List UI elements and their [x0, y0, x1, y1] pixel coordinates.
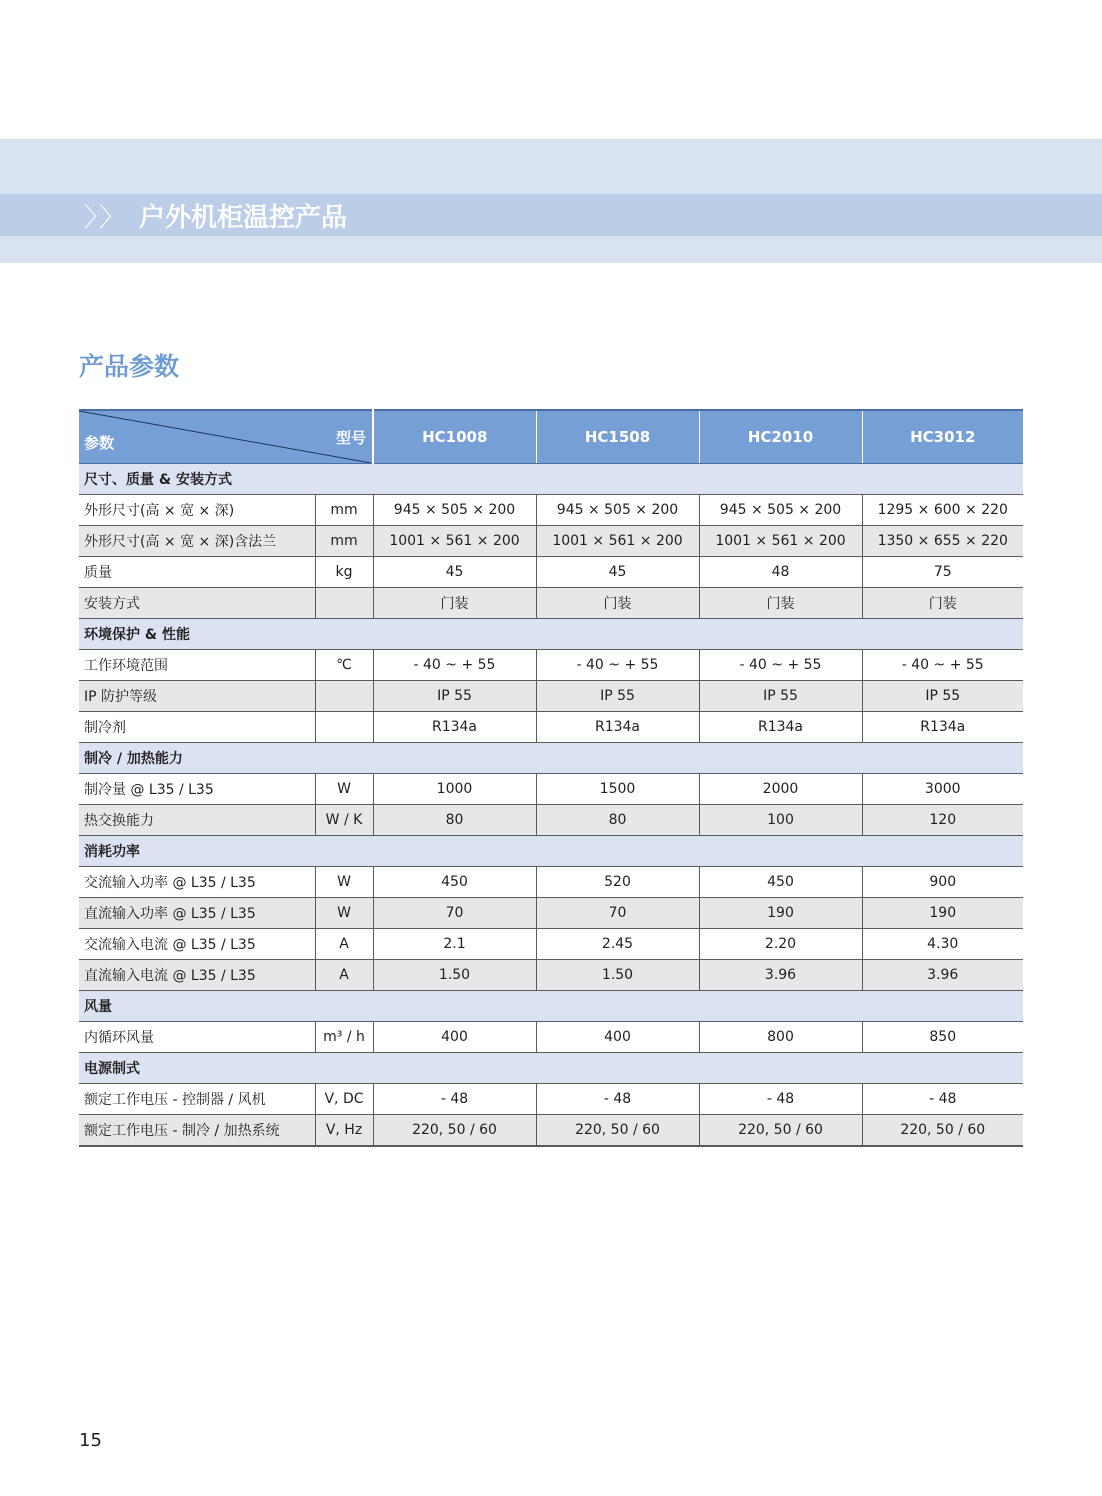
value-cell: 1295 × 600 × 220 [862, 495, 1023, 526]
section-title: 产品参数 [79, 352, 180, 381]
value-cell: 945 × 505 × 200 [373, 495, 536, 526]
param-name: 质量 [79, 557, 315, 588]
value-cell: - 48 [536, 1084, 699, 1115]
category-row [79, 619, 1023, 650]
value-cell: 1001 × 561 × 200 [373, 526, 536, 557]
table-row [79, 495, 1023, 526]
table-row [79, 526, 1023, 557]
value-cell: 120 [862, 805, 1023, 836]
value-cell: 945 × 505 × 200 [699, 495, 862, 526]
param-unit: W [315, 774, 373, 805]
page-number: 15 [79, 1430, 102, 1451]
header-model: HC1508 [536, 410, 699, 464]
value-cell: - 40 ~ + 55 [699, 650, 862, 681]
banner-title: 户外机柜温控产品 [139, 202, 348, 233]
param-name: 安装方式 [79, 588, 315, 619]
banner [0, 194, 1102, 236]
value-cell: 190 [862, 898, 1023, 929]
value-cell: 220, 50 / 60 [862, 1115, 1023, 1147]
value-cell: 945 × 505 × 200 [536, 495, 699, 526]
value-cell: - 48 [862, 1084, 1023, 1115]
param-unit: V, Hz [315, 1115, 373, 1147]
param-unit: A [315, 960, 373, 991]
value-cell: - 48 [699, 1084, 862, 1115]
value-cell: 190 [699, 898, 862, 929]
value-cell: 220, 50 / 60 [536, 1115, 699, 1147]
table-row [79, 650, 1023, 681]
table-row [79, 1084, 1023, 1115]
param-unit: V, DC [315, 1084, 373, 1115]
param-unit: mm [315, 526, 373, 557]
value-cell: 2000 [699, 774, 862, 805]
table-row [79, 898, 1023, 929]
value-cell: 520 [536, 867, 699, 898]
value-cell: 2.20 [699, 929, 862, 960]
value-cell: 70 [373, 898, 536, 929]
value-cell: 1.50 [373, 960, 536, 991]
value-cell: 800 [699, 1022, 862, 1053]
category-row [79, 1053, 1023, 1084]
value-cell: 400 [536, 1022, 699, 1053]
diagonal-divider [79, 411, 371, 463]
value-cell: 100 [699, 805, 862, 836]
param-unit [315, 712, 373, 743]
header-model: HC3012 [862, 410, 1023, 464]
table-row [79, 960, 1023, 991]
value-cell: IP 55 [699, 681, 862, 712]
param-name: 交流输入电流 @ L35 / L35 [79, 929, 315, 960]
value-cell: 2.1 [373, 929, 536, 960]
param-name: 工作环境范围 [79, 650, 315, 681]
param-unit: ℃ [315, 650, 373, 681]
param-name: 额定工作电压 - 控制器 / 风机 [79, 1084, 315, 1115]
banner-bottom-band [0, 236, 1102, 263]
value-cell: 2.45 [536, 929, 699, 960]
value-cell: 45 [373, 557, 536, 588]
value-cell: R134a [699, 712, 862, 743]
value-cell: - 40 ~ + 55 [862, 650, 1023, 681]
value-cell: - 48 [373, 1084, 536, 1115]
value-cell: R134a [862, 712, 1023, 743]
param-name: 制冷量 @ L35 / L35 [79, 774, 315, 805]
category-row [79, 991, 1023, 1022]
table-row [79, 588, 1023, 619]
category-label: 电源制式 [79, 1053, 1023, 1084]
category-row [79, 464, 1023, 495]
value-cell: 1350 × 655 × 220 [862, 526, 1023, 557]
table-row [79, 712, 1023, 743]
value-cell: IP 55 [862, 681, 1023, 712]
param-name: 制冷剂 [79, 712, 315, 743]
param-name: 直流输入功率 @ L35 / L35 [79, 898, 315, 929]
value-cell: 3.96 [699, 960, 862, 991]
category-label: 环境保护 & 性能 [79, 619, 1023, 650]
value-cell: 450 [373, 867, 536, 898]
value-cell: 450 [699, 867, 862, 898]
header-param-label: 参数 [84, 434, 115, 452]
header-corner-cell [79, 410, 373, 464]
header-model-label: 型号 [335, 429, 366, 447]
value-cell: 220, 50 / 60 [699, 1115, 862, 1147]
value-cell: 门装 [862, 588, 1023, 619]
value-cell: 80 [536, 805, 699, 836]
param-name: 内循环风量 [79, 1022, 315, 1053]
table-row [79, 557, 1023, 588]
category-label: 尺寸、质量 & 安装方式 [79, 464, 1023, 495]
param-name: 额定工作电压 - 制冷 / 加热系统 [79, 1115, 315, 1147]
value-cell: 1001 × 561 × 200 [699, 526, 862, 557]
header-model: HC1008 [373, 410, 536, 464]
param-unit: A [315, 929, 373, 960]
param-unit [315, 588, 373, 619]
table-row [79, 1022, 1023, 1053]
value-cell: 3.96 [862, 960, 1023, 991]
param-unit [315, 681, 373, 712]
param-unit: mm [315, 495, 373, 526]
category-label: 风量 [79, 991, 1023, 1022]
table-row [79, 929, 1023, 960]
category-label: 消耗功率 [79, 836, 1023, 867]
value-cell: 1.50 [536, 960, 699, 991]
value-cell: 1500 [536, 774, 699, 805]
table-row [79, 867, 1023, 898]
value-cell: 4.30 [862, 929, 1023, 960]
param-name: IP 防护等级 [79, 681, 315, 712]
header-model: HC2010 [699, 410, 862, 464]
param-unit: W [315, 898, 373, 929]
param-name: 直流输入电流 @ L35 / L35 [79, 960, 315, 991]
banner-top-band [0, 139, 1102, 194]
value-cell: R134a [536, 712, 699, 743]
value-cell: 220, 50 / 60 [373, 1115, 536, 1147]
value-cell: R134a [373, 712, 536, 743]
table-row [79, 774, 1023, 805]
table-row [79, 681, 1023, 712]
table-row [79, 805, 1023, 836]
table-row [79, 1115, 1023, 1147]
value-cell: 75 [862, 557, 1023, 588]
value-cell: 400 [373, 1022, 536, 1053]
spec-table [79, 409, 1023, 1147]
value-cell: 45 [536, 557, 699, 588]
param-unit: W / K [315, 805, 373, 836]
param-unit: m³ / h [315, 1022, 373, 1053]
table-header-row [79, 410, 1023, 464]
value-cell: 1001 × 561 × 200 [536, 526, 699, 557]
value-cell: 70 [536, 898, 699, 929]
value-cell: 门装 [373, 588, 536, 619]
param-name: 外形尺寸(高 × 宽 × 深) [79, 495, 315, 526]
value-cell: 900 [862, 867, 1023, 898]
value-cell: 门装 [536, 588, 699, 619]
value-cell: 48 [699, 557, 862, 588]
category-label: 制冷 / 加热能力 [79, 743, 1023, 774]
param-name: 热交换能力 [79, 805, 315, 836]
value-cell: 门装 [699, 588, 862, 619]
value-cell: 80 [373, 805, 536, 836]
param-name: 交流输入功率 @ L35 / L35 [79, 867, 315, 898]
param-unit: W [315, 867, 373, 898]
value-cell: 850 [862, 1022, 1023, 1053]
value-cell: IP 55 [536, 681, 699, 712]
chevron-right-icon: 〉〉 [84, 202, 128, 233]
param-unit: kg [315, 557, 373, 588]
value-cell: 1000 [373, 774, 536, 805]
category-row [79, 836, 1023, 867]
value-cell: 3000 [862, 774, 1023, 805]
value-cell: IP 55 [373, 681, 536, 712]
value-cell: - 40 ~ + 55 [373, 650, 536, 681]
value-cell: - 40 ~ + 55 [536, 650, 699, 681]
param-name: 外形尺寸(高 × 宽 × 深)含法兰 [79, 526, 315, 557]
category-row [79, 743, 1023, 774]
